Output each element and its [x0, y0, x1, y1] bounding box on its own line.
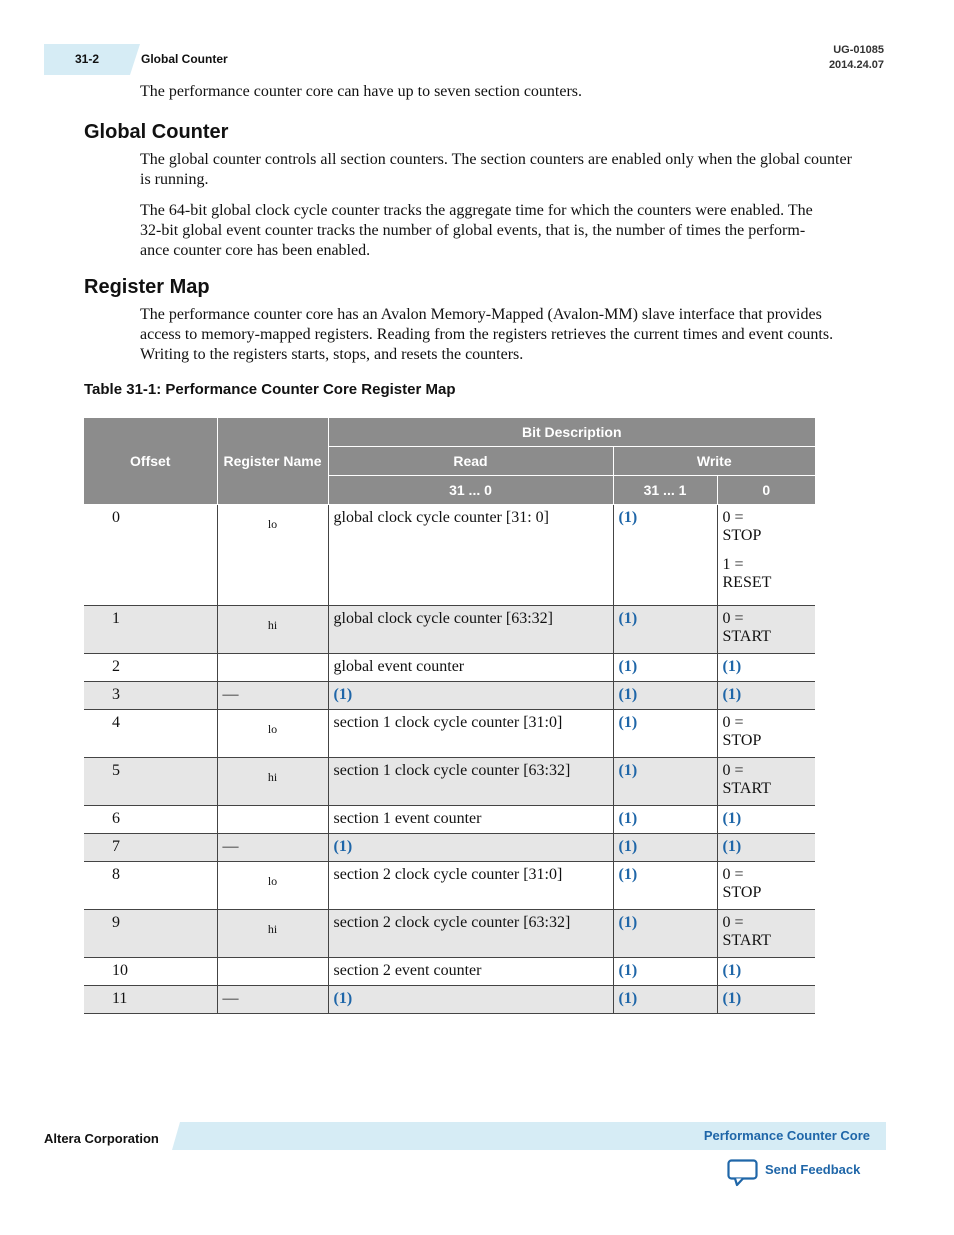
table-row	[84, 654, 815, 682]
note-link[interactable]: (1)	[618, 762, 638, 779]
read-bits-header: 31 ... 0	[328, 476, 613, 505]
note-link[interactable]: (1)	[618, 838, 638, 855]
register-name-cell: —	[217, 986, 328, 1014]
register-name-cell: —	[217, 834, 328, 862]
write-high-cell	[613, 986, 717, 1014]
write-bit0-cell	[717, 606, 815, 654]
note-link[interactable]: (1)	[722, 810, 742, 827]
para-line: 32-bit global event counter tracks the number of global events, that is, the number of times the perform-	[140, 222, 806, 239]
offset-cell: 9	[84, 910, 217, 958]
note-link[interactable]: (1)	[618, 962, 638, 979]
read-cell: global clock cycle counter [31: 0]	[328, 505, 613, 606]
offset-cell: 2	[84, 654, 217, 682]
write-value: START	[722, 780, 771, 797]
note-link[interactable]: (1)	[618, 509, 638, 526]
write-bit-0-header: 0	[717, 476, 815, 505]
global-counter-para-1: The global counter controls all section counters. The section counters are enabled only when the global counter is running.	[140, 151, 852, 188]
offset-cell: 0	[84, 505, 217, 606]
register-name-cell	[217, 862, 328, 910]
register-suffix: lo	[267, 722, 278, 736]
note-link[interactable]: (1)	[722, 658, 742, 675]
read-cell: section 2 event counter	[328, 958, 613, 986]
write-value: RESET	[722, 574, 772, 591]
global-counter-heading: Global Counter	[84, 121, 229, 143]
note-link[interactable]: (1)	[618, 990, 638, 1007]
footer-bar	[180, 1122, 886, 1150]
note-link[interactable]: (1)	[722, 838, 742, 855]
offset-header: Offset	[84, 418, 217, 505]
note-link[interactable]: (1)	[722, 962, 742, 979]
table-row	[84, 910, 815, 958]
read-cell: section 1 event counter	[328, 806, 613, 834]
read-cell: section 1 clock cycle counter [63:32]	[328, 758, 613, 806]
note-link[interactable]: (1)	[618, 686, 638, 703]
note-link[interactable]: (1)	[618, 714, 638, 731]
table-row	[84, 758, 815, 806]
table-row	[84, 806, 815, 834]
write-high-cell	[613, 910, 717, 958]
table-row	[84, 834, 815, 862]
read-cell: global clock cycle counter [63:32]	[328, 606, 613, 654]
write-value: 0 =	[722, 762, 744, 779]
note-link[interactable]: (1)	[333, 838, 353, 855]
write-high-cell	[613, 958, 717, 986]
para-line: The 64-bit global clock cycle counter tracks the aggregate time for which the counters were enabled. The	[140, 202, 813, 219]
register-suffix: lo	[267, 517, 278, 531]
note-link[interactable]: (1)	[618, 610, 638, 627]
write-bit0-cell	[717, 834, 815, 862]
write-bit0-cell	[717, 505, 815, 606]
running-header-title: Global Counter	[141, 52, 228, 66]
read-cell: section 2 clock cycle counter [31:0]	[328, 862, 613, 910]
read-cell: section 1 clock cycle counter [31:0]	[328, 710, 613, 758]
table-row	[84, 505, 815, 606]
note-link[interactable]: (1)	[722, 990, 742, 1007]
read-header: Read	[328, 447, 613, 476]
page-number-tab	[44, 44, 130, 75]
page-number: 31-2	[74, 52, 100, 66]
note-link[interactable]: (1)	[618, 810, 638, 827]
table-row	[84, 862, 815, 910]
table-caption: Table 31-1: Performance Counter Core Register Map	[84, 381, 456, 398]
write-high-cell	[613, 654, 717, 682]
write-high-cell	[613, 834, 717, 862]
footer-doc-title-link[interactable]: Performance Counter Core	[703, 1128, 870, 1143]
write-value: STOP	[722, 884, 762, 901]
write-bit0-cell	[717, 806, 815, 834]
register-suffix: hi	[267, 922, 278, 936]
global-counter-para-2	[140, 201, 860, 261]
write-high-cell	[613, 758, 717, 806]
register-map-heading: Register Map	[84, 276, 210, 298]
write-bit0-cell	[717, 758, 815, 806]
offset-cell: 11	[84, 986, 217, 1014]
register-suffix: hi	[267, 618, 278, 632]
register-map-table	[84, 418, 815, 1014]
register-name-cell: —	[217, 682, 328, 710]
write-high-cell	[613, 710, 717, 758]
table-row	[84, 606, 815, 654]
write-value: 0 =	[722, 610, 744, 627]
register-name-cell	[217, 505, 328, 606]
write-value: 0 =	[722, 866, 744, 883]
read-cell: section 2 clock cycle counter [63:32]	[328, 910, 613, 958]
read-cell	[328, 986, 613, 1014]
company-name: Altera Corporation	[44, 1131, 159, 1146]
register-name-header: Register Name	[217, 418, 328, 505]
read-cell	[328, 682, 613, 710]
note-link[interactable]: (1)	[333, 686, 353, 703]
doc-info	[829, 43, 884, 73]
write-value: 0 =	[722, 714, 744, 731]
write-bit0-cell	[717, 682, 815, 710]
offset-cell: 3	[84, 682, 217, 710]
register-suffix: hi	[267, 770, 278, 784]
write-high-cell	[613, 862, 717, 910]
register-map-paragraph: The performance counter core has an Avalon Memory-Mapped (Avalon-MM) slave interface that provides access to memory-mapped registers. Reading from the registers retrieves the current times and event counts. Writing to the registers starts, stops, and resets the counters.	[140, 306, 834, 363]
note-link[interactable]: (1)	[333, 990, 353, 1007]
offset-cell: 8	[84, 862, 217, 910]
register-name-cell	[217, 806, 328, 834]
write-bit0-cell	[717, 654, 815, 682]
offset-cell: 5	[84, 758, 217, 806]
note-link[interactable]: (1)	[618, 866, 638, 883]
write-value: START	[722, 932, 771, 949]
write-high-cell	[613, 806, 717, 834]
write-value: 0 =	[722, 509, 744, 526]
write-bit0-cell	[717, 958, 815, 986]
para-line: ance counter core has been enabled.	[140, 242, 371, 259]
note-link[interactable]: (1)	[618, 914, 638, 931]
read-cell: global event counter	[328, 654, 613, 682]
send-feedback-link[interactable]: Send Feedback	[765, 1162, 861, 1177]
register-name-cell	[217, 710, 328, 758]
write-bit0-cell	[717, 910, 815, 958]
feedback-icon[interactable]	[727, 1159, 759, 1187]
write-value: STOP	[722, 527, 762, 544]
write-high-cell	[613, 682, 717, 710]
offset-cell: 7	[84, 834, 217, 862]
intro-paragraph: The performance counter core can have up to seven section counters.	[140, 83, 583, 100]
write-value: STOP	[722, 732, 762, 749]
register-name-cell	[217, 606, 328, 654]
doc-id: UG-01085	[833, 44, 884, 56]
table-row	[84, 986, 815, 1014]
write-bit0-cell	[717, 862, 815, 910]
register-suffix: lo	[267, 874, 278, 888]
write-value: 1 =	[722, 556, 744, 573]
doc-date: 2014.24.07	[828, 59, 884, 71]
table-row	[84, 710, 815, 758]
read-cell	[328, 834, 613, 862]
note-link[interactable]: (1)	[722, 686, 742, 703]
offset-cell: 4	[84, 710, 217, 758]
write-header: Write	[613, 447, 815, 476]
write-high-cell	[613, 606, 717, 654]
register-name-cell	[217, 654, 328, 682]
register-name-cell	[217, 758, 328, 806]
write-bit0-cell	[717, 710, 815, 758]
note-link[interactable]: (1)	[618, 658, 638, 675]
write-value: START	[722, 628, 771, 645]
offset-cell: 10	[84, 958, 217, 986]
offset-cell: 6	[84, 806, 217, 834]
table-row	[84, 682, 815, 710]
write-high-cell	[613, 505, 717, 606]
write-value: 0 =	[722, 914, 744, 931]
register-name-cell	[217, 958, 328, 986]
bit-description-header: Bit Description	[328, 418, 815, 447]
offset-cell: 1	[84, 606, 217, 654]
write-bits-high-header: 31 ... 1	[613, 476, 717, 505]
register-name-cell	[217, 910, 328, 958]
table-row	[84, 958, 815, 986]
write-bit0-cell	[717, 986, 815, 1014]
